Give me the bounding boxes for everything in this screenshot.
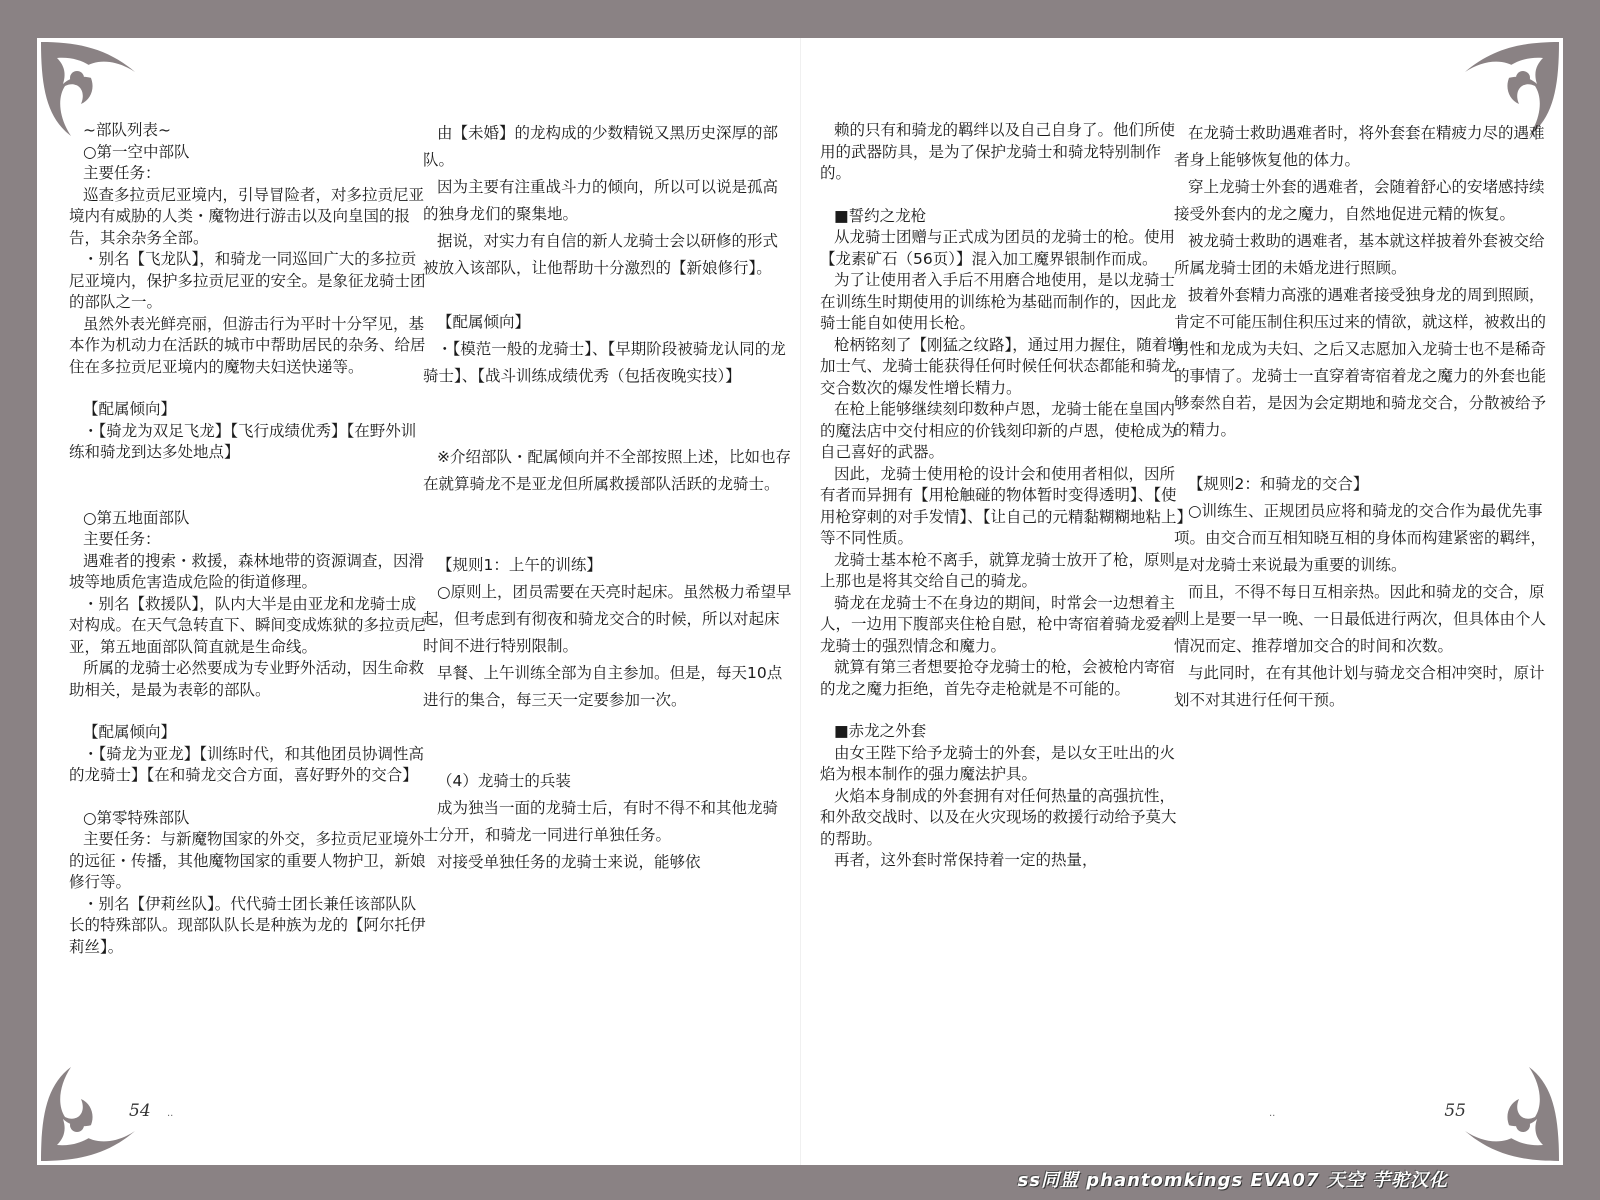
paragraph: 主要任务：与新魔物国家的外交，多拉贡尼亚境外的远征・传播，其他魔物国家的重要人物护卫，新娘修行等。: [69, 830, 426, 891]
paragraph: 主要任务：: [83, 164, 161, 182]
paragraph: ○训练生、正规团员应将和骑龙的交合作为最优先事项。由交合而互相知晓互相的身体而构建紧密的羁绊，是对龙骑士来说最为重要的训练。: [1174, 502, 1547, 574]
paragraph: ○原则上，团员需要在天亮时起床。虽然极力希望早起，但考虑到有彻夜和骑龙交合的时候，所以对起床时间不进行特别限制。: [423, 583, 792, 655]
text-column-2: [423, 120, 793, 876]
item-heading: ■赤龙之外套: [834, 722, 927, 740]
paragraph: 由女王陛下给予龙骑士的外套，是以女王吐出的火焰为根本制作的强力魔法护具。: [820, 743, 1176, 783]
text-column-1: [69, 120, 429, 958]
unit-heading: ○第一空中部队: [83, 142, 190, 161]
spine-divider: [800, 38, 801, 1165]
paragraph: ・别名【飞龙队】，和骑龙一同巡回广大的多拉贡尼亚境内，保护多拉贡尼亚的安全。是象征龙骑士团的部队之一。: [69, 250, 426, 311]
paragraph: 早餐、上午训练全部为自主参加。但是，每天10点进行的集合，每三天一定要参加一次。: [423, 664, 783, 709]
unit-heading: ○第零特殊部队: [83, 808, 190, 827]
paragraph: 虽然外表光鲜亮丽，但游击行为平时十分罕见，基本作为机动力在活跃的城市中帮助居民的杂务、给居住在多拉贡尼亚境内的魔物夫妇送快递等。: [69, 314, 426, 376]
paragraph: 据说，对实力有自信的新人龙骑士会以研修的形式被放入该部队，让他帮助十分激烈的【新娘修行】。: [423, 232, 779, 277]
paragraph: 对接受单独任务的龙骑士来说，能够依: [437, 853, 701, 871]
paragraph: 枪柄铭刻了【刚猛之纹路】，通过用力握住，随着增加士气、龙骑士能获得任何时候任何状态都能和骑龙交合数次的爆发性增长精力。: [820, 335, 1183, 397]
paragraph: 从龙骑士团赠与正式成为团员的龙骑士的枪。使用【龙素矿石（56页）】混入加工魔界银制作而成。: [820, 228, 1176, 268]
paragraph: 在枪上能够继续刻印数种卢恩，龙骑士能在皇国内的魔法店中交付相应的价钱刻印新的卢恩，使枪成为自己喜好的武器。: [820, 400, 1177, 461]
paragraph: 赖的只有和骑龙的羁绊以及自己自身了。他们所使用的武器防具，是为了保护龙骑士和骑龙特别制作的。: [820, 121, 1176, 182]
page-number-right: 55: [1444, 1101, 1466, 1121]
paragraph: ・别名【伊莉丝队】。代代骑士团长兼任该部队队长的特殊部队。现部队队长是种族为龙的【阿尔托伊莉丝】。: [69, 894, 426, 956]
subheading: 【配属倾向】: [83, 400, 177, 418]
paragraph: ・【骑龙为双足飞龙】【飞行成绩优秀】【在野外训练和骑龙到达多处地点】: [69, 421, 417, 461]
paragraph: 为了让使用者入手后不用磨合地使用，是以龙骑士在训练生时期使用的训练枪为基础而制作的，因此龙骑士能自如使用长枪。: [820, 271, 1177, 332]
paragraph: 龙骑士基本枪不离手，就算龙骑士放开了枪，原则上那也是将其交给自己的骑龙。: [820, 550, 1176, 590]
paragraph: 主要任务：: [83, 530, 161, 548]
paragraph: 骑龙在龙骑士不在身边的期间，时常会一边想着主人，一边用下腹部夹住枪自慰，枪中寄宿着骑龙爱着龙骑士的强烈情念和魔力。: [820, 593, 1177, 655]
subheading: 【配属倾向】: [83, 723, 177, 741]
paragraph: ・【骑龙为亚龙】【训练时代，和其他团员协调性高的龙骑士】【在和骑龙交合方面，喜好野外的交合】: [69, 744, 425, 784]
subheading: 【配属倾向】: [437, 313, 531, 331]
paragraph: 因为主要有注重战斗力的倾向，所以可以说是孤高的独身龙们的聚集地。: [423, 178, 779, 223]
paragraph: 被龙骑士救助的遇难者，基本就这样披着外套被交给所属龙骑士团的未婚龙进行照顾。: [1174, 232, 1545, 277]
item-heading: ■誓约之龙枪: [834, 206, 927, 225]
page-number-left: 54: [129, 1101, 151, 1121]
paragraph: 就算有第三者想要抢夺龙骑士的枪，会被枪内寄宿的龙之魔力拒绝，首先夺走枪就是不可能的。: [820, 658, 1176, 698]
paragraph: ・别名【救援队】，队内大半是由亚龙和龙骑士成对构成。在天气急转直下、瞬间变成炼狱的多拉贡尼亚，第五地面部队简直就是生命线。: [69, 594, 426, 656]
text-column-3: [820, 120, 1186, 872]
book-spread: [37, 38, 1563, 1165]
text-column-4: [1174, 120, 1546, 714]
section-heading: （4）龙骑士的兵装: [437, 772, 571, 790]
paragraph: 再者，这外套时常保持着一定的热量，: [834, 851, 1098, 869]
paragraph: 火焰本身制成的外套拥有对任何热量的高强抗性，和外敌交战时、以及在火灾现场的救援行动给予莫大的帮助。: [820, 786, 1177, 848]
paragraph: 由【未婚】的龙构成的少数精锐又黑历史深厚的部队。: [423, 124, 779, 169]
paragraph: 成为独当一面的龙骑士后，有时不得不和其他龙骑士分开，和骑龙一同进行单独任务。: [423, 799, 779, 844]
paragraph: 而且，不得不每日互相亲热。因此和骑龙的交合，原则上是要一早一晚、一日最低进行两次，但具体由个人情况而定、推荐增加交合的时间和次数。: [1174, 583, 1547, 655]
paragraph: 因此，龙骑士使用枪的设计会和使用者相似，因所有者而异拥有【用枪触碰的物体暂时变得透明】、【使用枪穿刺的对手发情】、【让自己的元精黏糊糊地粘上】等不同性质。: [820, 464, 1185, 547]
page-dots-left: ..: [167, 1108, 174, 1119]
note: ※介绍部队・配属倾向并不全部按照上述，比如也存在就算骑龙不是亚龙但所属救援部队活跃的龙骑士。: [423, 448, 791, 493]
corner-ornament-icon: [1453, 1055, 1563, 1165]
unit-heading: ○第五地面部队: [83, 508, 190, 527]
scanlation-credit: ss同盟 phantomkings EVA07 天空 芋驼汉化: [1017, 1170, 1448, 1191]
paragraph: 穿上龙骑士外套的遇难者，会随着舒心的安堵感持续接受外套内的龙之魔力，自然地促进元精的恢复。: [1174, 178, 1545, 223]
paragraph: ・【模范一般的龙骑士】、【早期阶段被骑龙认同的龙骑士】、【战斗训练成绩优秀（包括夜晚实技）】: [423, 340, 786, 385]
paragraph: 所属的龙骑士必然要成为专业野外活动，因生命救助相关，是最为表彰的部队。: [69, 659, 425, 699]
section-heading: ~部队列表~: [83, 121, 171, 139]
paragraph: 与此同时，在有其他计划与骑龙交合相冲突时，原计划不对其进行任何干预。: [1174, 664, 1545, 709]
rule-heading: 【规则2：和骑龙的交合】: [1188, 475, 1369, 493]
paragraph: 在龙骑士救助遇难者时，将外套套在精疲力尽的遇难者身上能够恢复他的体力。: [1174, 124, 1545, 169]
paragraph: 巡查多拉贡尼亚境内，引导冒险者，对多拉贡尼亚境内有威胁的人类・魔物进行游击以及向皇国的报告，其余杂务全部。: [69, 185, 425, 247]
paragraph: 遇难者的搜索・救援，森林地带的资源调查，因滑坡等地质危害造成危险的街道修理。: [69, 551, 425, 591]
rule-heading: 【规则1：上午的训练】: [437, 556, 602, 574]
page-dots-right: ..: [1269, 1108, 1276, 1119]
paragraph: 披着外套精力高涨的遇难者接受独身龙的周到照顾，肯定不可能压制住积压过来的情欲，就这样，被救出的男性和龙成为夫妇、之后又志愿加入龙骑士也不是稀奇的事情了。龙骑士一直穿着寄宿着龙之魔力的外套也能够泰然自若，是因为会定期地和骑龙交合，分散被给予的精力。: [1174, 286, 1547, 439]
